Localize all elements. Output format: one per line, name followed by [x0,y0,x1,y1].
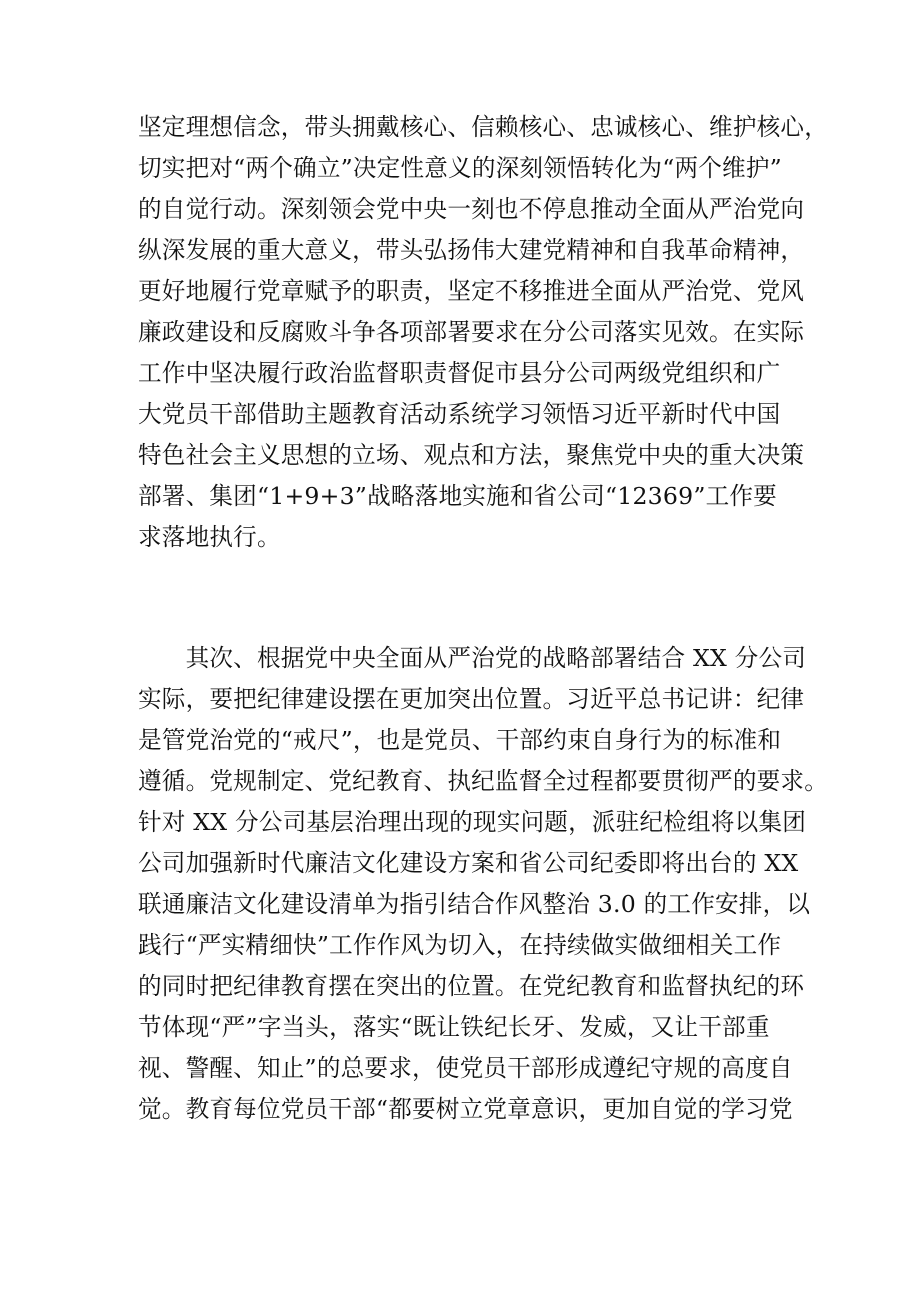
text-line: 是管党治党的“戒尺”，也是党员、干部约束自身行为的标准和 [138,726,782,754]
text-line: 坚定理想信念，带头拥戴核心、信赖核心、忠诚核心、维护核心， [138,113,829,141]
text-line: 遵循。党规制定、党纪教育、执纪监督全过程都要贯彻严的要求。 [138,767,829,795]
text-line: 大党员干部借助主题教育活动系统学习领悟习近平新时代中国 [138,400,781,428]
text-line: 觉。教育每位党员干部“都要树立党章意识，更加自觉的学习党 [138,1095,793,1123]
text-line: 视、警醒、知止”的总要求，使党员干部形成遵纪守规的高度自 [138,1054,793,1082]
text-line: 廉政建设和反腐败斗争各项部署要求在分公司落实见效。在实际 [138,318,805,346]
text-line: 切实把对“两个确立”决定性意义的深刻领悟转化为“两个维护” [138,154,782,182]
text-line: 求落地执行。 [138,523,281,551]
text-line: 针对 XX 分公司基层治理出现的现实问题，派驻纪检组将以集团 [138,808,807,836]
paragraph-2 [138,638,828,1130]
text-line: 实际，要把纪律建设摆在更加突出位置。习近平总书记讲：纪律 [138,685,805,713]
text-line: 公司加强新时代廉洁文化建设方案和省公司纪委即将出台的 XX [138,849,799,877]
text-line: 纵深发展的重大意义，带头弘扬伟大建党精神和自我革命精神， [138,236,805,264]
text-line: 的同时把纪律教育摆在突出的位置。在党纪教育和监督执纪的环 [138,972,805,1000]
text-line: 践行“严实精细快”工作作风为切入，在持续做实做细相关工作 [138,931,782,959]
paragraph-1 [138,107,828,558]
text-line: 更好地履行党章赋予的职责，坚定不移推进全面从严治党、党风 [138,277,805,305]
text-line: 工作中坚决履行政治监督职责督促市县分公司两级党组织和广 [138,359,781,387]
text-line: 节体现“严”字当头，落实“既让铁纪长牙、发威，又让干部重 [138,1013,770,1041]
text-line: 的自觉行动。深刻领会党中央一刻也不停息推动全面从严治党向 [138,195,805,223]
text-line: 特色社会主义思想的立场、观点和方法，聚焦党中央的重大决策 [138,441,805,469]
text-line: 联通廉洁文化建设清单为指引结合作风整治 3.0 的工作安排，以 [138,890,811,918]
text-line: 其次、根据党中央全面从严治党的战略部署结合 XX 分公司 [138,644,807,672]
text-line: 部署、集团“1+9+3”战略落地实施和省公司“12369”工作要 [138,482,777,510]
